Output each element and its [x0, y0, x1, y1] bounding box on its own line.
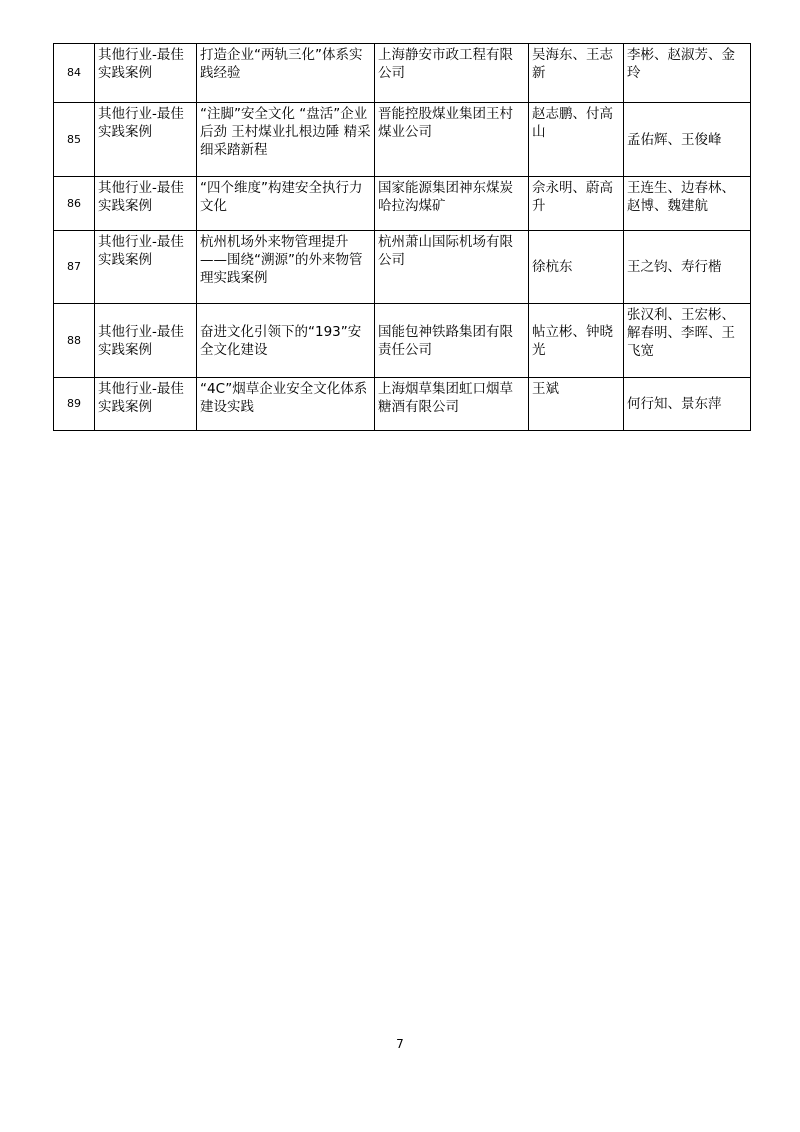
authors-cell: 徐杭东 — [529, 231, 624, 304]
row-number: 84 — [54, 44, 95, 103]
category-cell: 其他行业-最佳实践案例 — [95, 304, 197, 378]
authors-cell: 佘永明、蔚高升 — [529, 177, 624, 231]
category-cell: 其他行业-最佳实践案例 — [95, 103, 197, 177]
table-row — [54, 103, 751, 177]
team-cell: 王连生、边春林、赵博、魏建航 — [624, 177, 751, 231]
table-row — [54, 177, 751, 231]
organization-cell: 国能包神铁路集团有限责任公司 — [375, 304, 529, 378]
row-number: 88 — [54, 304, 95, 378]
project-cell: 打造企业“两轨三化”体系实践经验 — [197, 44, 375, 103]
category-cell: 其他行业-最佳实践案例 — [95, 44, 197, 103]
authors-cell: 帖立彬、钟晓光 — [529, 304, 624, 378]
team-cell: 张汉利、王宏彬、解春明、李晖、王飞宽 — [624, 304, 751, 378]
authors-cell: 吴海东、王志新 — [529, 44, 624, 103]
page-number: 7 — [396, 1037, 404, 1051]
team-cell: 王之钧、寿行楷 — [624, 231, 751, 304]
project-cell: “四个维度”构建安全执行力文化 — [197, 177, 375, 231]
table-row — [54, 304, 751, 378]
authors-cell: 王斌 — [529, 378, 624, 431]
organization-cell: 晋能控股煤业集团王村煤业公司 — [375, 103, 529, 177]
project-cell: 奋进文化引领下的“193”安全文化建设 — [197, 304, 375, 378]
project-cell: 杭州机场外来物管理提升——围绕“溯源”的外来物管理实践案例 — [197, 231, 375, 304]
team-cell: 李彬、赵淑芳、金玲 — [624, 44, 751, 103]
team-cell: 孟佑辉、王俊峰 — [624, 103, 751, 177]
category-cell: 其他行业-最佳实践案例 — [95, 378, 197, 431]
awards-table — [53, 43, 751, 431]
row-number: 85 — [54, 103, 95, 177]
authors-cell: 赵志鹏、付高山 — [529, 103, 624, 177]
row-number: 87 — [54, 231, 95, 304]
project-cell: “4C”烟草企业安全文化体系建设实践 — [197, 378, 375, 431]
table-row — [54, 44, 751, 103]
organization-cell: 国家能源集团神东煤炭哈拉沟煤矿 — [375, 177, 529, 231]
table-row — [54, 378, 751, 431]
table-body — [54, 44, 751, 431]
category-cell: 其他行业-最佳实践案例 — [95, 231, 197, 304]
organization-cell: 杭州萧山国际机场有限公司 — [375, 231, 529, 304]
organization-cell: 上海烟草集团虹口烟草糖酒有限公司 — [375, 378, 529, 431]
team-cell: 何行知、景东萍 — [624, 378, 751, 431]
project-cell: “注脚”安全文化 “盘活”企业后劲 王村煤业扎根边陲 精采细采踏新程 — [197, 103, 375, 177]
table-row — [54, 231, 751, 304]
row-number: 89 — [54, 378, 95, 431]
category-cell: 其他行业-最佳实践案例 — [95, 177, 197, 231]
row-number: 86 — [54, 177, 95, 231]
organization-cell: 上海静安市政工程有限公司 — [375, 44, 529, 103]
